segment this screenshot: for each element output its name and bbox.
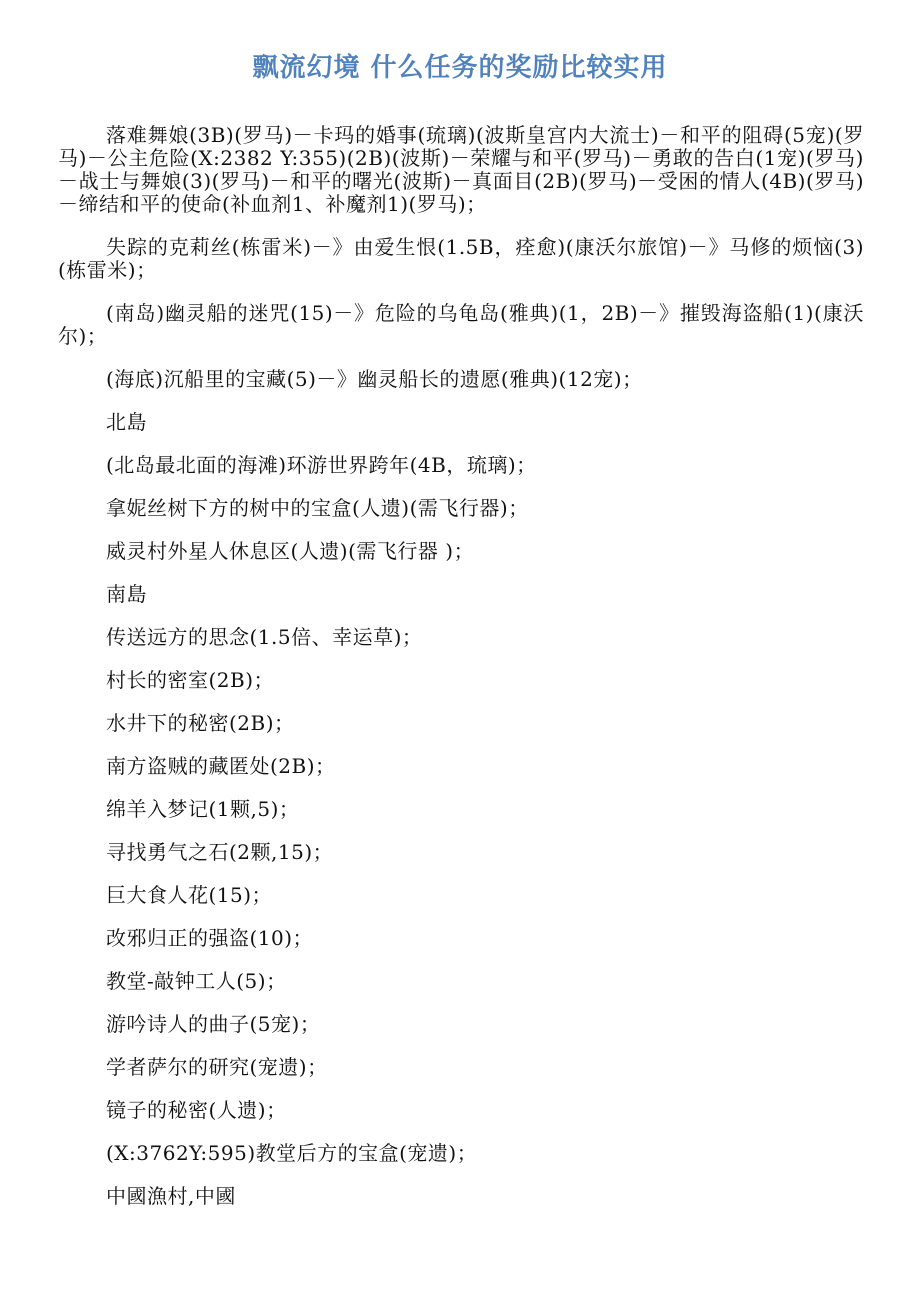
text-line: 寻找勇气之石(2颗,15)；: [106, 840, 334, 864]
text-line: 威灵村外星人休息区(人遗)(需飞行器 )；: [106, 539, 475, 563]
text-line: 南方盗贼的藏匿处(2B)；: [106, 754, 336, 778]
page-title: 飘流幻境 什么任务的奖励比较实用: [252, 53, 668, 83]
text-line: 拿妮丝树下方的树中的宝盒(人遗)(需飞行器)；: [106, 496, 529, 520]
text-line: (北岛最北面的海滩)环游世界跨年(4B，琉璃)；: [106, 453, 537, 477]
section-heading-south-island: 南島: [106, 582, 147, 606]
text-line: (X:3762Y:595)教堂后方的宝盒(宠遗)；: [106, 1141, 478, 1165]
text-line: (海底)沉船里的宝藏(5)－》幽灵船长的遗愿(雅典)(12宠)；: [106, 367, 643, 391]
paragraph-quest-chain-domremy: 失踪的克莉丝(栋雷米)－》由爱生恨(1.5B，痊愈)(康沃尔旅馆)－》马修的烦恼(3)(栋雷米)；: [58, 235, 864, 282]
paragraph-quest-chain-rome: 落难舞娘(3B)(罗马)－卡玛的婚事(琉璃)(波斯皇宫内大流士)－和平的阻碍(5宠)(罗马)－公主危险(X:2382 Y:355)(2B)(波斯)－荣耀与和平(罗马)－勇敢的告白(1宠)(罗马)－战士与舞娘(3)(罗马)－和平的曙光(波斯)－真面目(2B)(罗马)－受困的情人(4B)(罗马)－缔结和平的使命(补血剂1、补魔剂1)(罗马)；: [58, 123, 864, 216]
text-line: 镜子的秘密(人遗)；: [106, 1098, 287, 1122]
text-line: 巨大食人花(15)；: [106, 883, 273, 907]
paragraph-quest-chain-south-island: (南岛)幽灵船的迷咒(15)－》危险的乌龟岛(雅典)(1，2B)－》摧毁海盗船(1)(康沃尔)；: [58, 301, 864, 348]
document-body: [58, 124, 864, 1228]
text-line: 传送远方的思念(1.5倍、幸运草)；: [106, 625, 423, 649]
text-line: 改邪归正的强盗(10)；: [106, 926, 314, 950]
text-line: 中國漁村,中國: [106, 1184, 236, 1208]
section-heading-north-island: 北島: [106, 410, 147, 434]
text-line: 水井下的秘密(2B)；: [106, 711, 295, 735]
text-line: 游吟诗人的曲子(5宠)；: [106, 1012, 321, 1036]
text-line: 教堂-敲钟工人(5)；: [106, 969, 287, 993]
text-line: 学者萨尔的研究(宠遗)；: [106, 1055, 328, 1079]
text-line: 绵羊入梦记(1颗,5)；: [106, 797, 300, 821]
text-line: 村长的密室(2B)；: [106, 668, 275, 692]
